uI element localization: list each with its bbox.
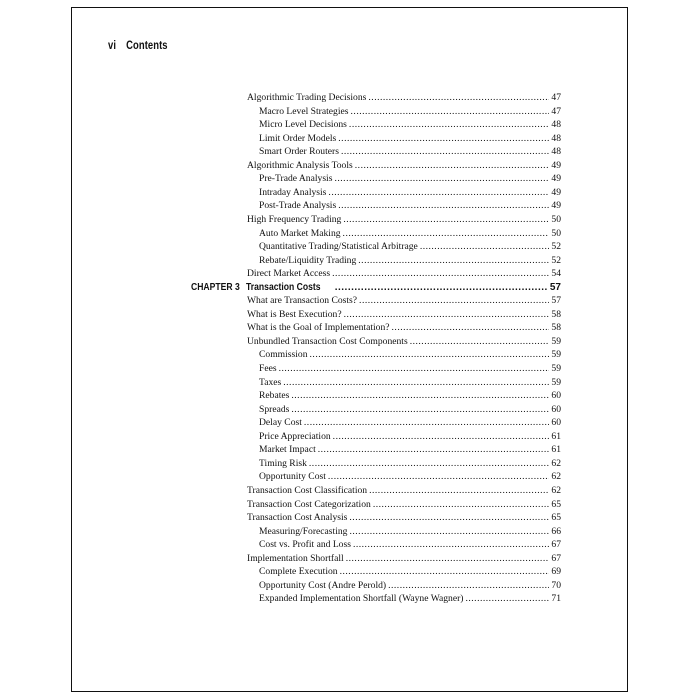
dot-leader: [465, 592, 549, 605]
toc-entry-page: 65: [551, 498, 561, 510]
dot-leader: [328, 186, 549, 199]
toc-subsection-entry[interactable]: [259, 186, 561, 199]
toc-entry-page: 61: [551, 444, 561, 456]
toc-subsection-entry[interactable]: [259, 430, 561, 443]
toc-subsection-entry[interactable]: [259, 389, 561, 402]
dot-leader: [420, 240, 549, 253]
toc-entry-title: Intraday Analysis: [259, 186, 327, 198]
toc-entry-title: Post-Trade Analysis: [259, 200, 337, 212]
toc-subsection-entry[interactable]: [259, 457, 561, 470]
toc-entry-page: 54: [551, 268, 561, 280]
toc-subsection-entry[interactable]: [259, 403, 561, 416]
toc-entry-title: Unbundled Transaction Cost Components: [247, 335, 408, 347]
dot-leader: [369, 484, 549, 497]
toc-entry-page: 62: [551, 471, 561, 483]
chapter-label: CHAPTER 3: [191, 281, 240, 293]
toc-section-entry[interactable]: [247, 321, 561, 334]
dot-leader: [353, 538, 549, 551]
toc-entry-title: Expanded Implementation Shortfall (Wayne Wagner): [259, 593, 464, 605]
toc-subsection-entry[interactable]: [259, 240, 561, 253]
toc-entry-page: 48: [551, 146, 561, 158]
dot-leader: [332, 267, 549, 280]
toc-entry-title: Rebate/Liquidity Trading: [259, 254, 357, 266]
toc-entry-page: 49: [551, 173, 561, 185]
toc-subsection-entry[interactable]: [259, 579, 561, 592]
toc-entry-page: 59: [551, 376, 561, 388]
dot-leader: [343, 227, 549, 240]
dot-leader: [291, 389, 549, 402]
dot-leader: [341, 145, 549, 158]
toc-entry-page: 69: [551, 566, 561, 578]
toc-section-entry[interactable]: [247, 484, 561, 497]
toc-subsection-entry[interactable]: [259, 132, 561, 145]
dot-leader: [343, 213, 549, 226]
toc-entry-title: Rebates: [259, 390, 290, 402]
toc-entry-title: Transaction Cost Analysis: [247, 512, 348, 524]
toc-subsection-entry[interactable]: [259, 565, 561, 578]
toc-entry-title: Commission: [259, 349, 308, 361]
toc-subsection-entry[interactable]: [259, 362, 561, 375]
toc-subsection-entry[interactable]: [259, 376, 561, 389]
toc-entry-title: Auto Market Making: [259, 227, 341, 239]
toc-entry-title: Algorithmic Analysis Tools: [247, 159, 353, 171]
toc-section-entry[interactable]: [247, 552, 561, 565]
dot-leader: [355, 159, 549, 172]
toc-section-entry[interactable]: [247, 335, 561, 348]
toc-entry-title: Micro Level Decisions: [259, 119, 347, 131]
toc-entry-page: 49: [551, 186, 561, 198]
toc-chapter-entry[interactable]: [246, 281, 561, 294]
toc-entry-page: 61: [551, 430, 561, 442]
toc-entry-title: Complete Execution: [259, 566, 338, 578]
dot-leader: [291, 403, 549, 416]
toc-subsection-entry[interactable]: [259, 105, 561, 118]
toc-subsection-entry[interactable]: [259, 592, 561, 605]
toc-entry-title: Algorithmic Trading Decisions: [247, 92, 367, 103]
toc-entry-page: 59: [551, 349, 561, 361]
dot-leader: [373, 498, 549, 511]
header-page-number: vi: [108, 40, 117, 52]
dot-leader: [410, 335, 549, 348]
toc-entry-title: Smart Order Routers: [259, 146, 339, 158]
dot-leader: [349, 511, 549, 524]
dot-leader: [349, 118, 549, 131]
toc-entry-title: Direct Market Access: [247, 268, 331, 280]
dot-leader: [346, 552, 549, 565]
toc-entry-page: 71: [551, 593, 561, 605]
toc-subsection-entry[interactable]: [259, 538, 561, 551]
dot-leader: [358, 254, 549, 267]
dot-leader: [335, 281, 548, 294]
toc-section-entry[interactable]: [247, 159, 561, 172]
toc-subsection-entry[interactable]: [259, 416, 561, 429]
toc-entry-page: 52: [551, 254, 561, 266]
dot-leader: [283, 376, 549, 389]
toc-section-entry[interactable]: [247, 308, 561, 321]
toc-subsection-entry[interactable]: [259, 443, 561, 456]
toc-entry-page: 60: [551, 390, 561, 402]
dot-leader: [328, 470, 549, 483]
toc-entry-page: 62: [551, 457, 561, 469]
toc-entry-page: 49: [551, 200, 561, 212]
toc-section-entry[interactable]: [247, 91, 561, 104]
toc-entry-title: Quantitative Trading/Statistical Arbitrage: [259, 241, 418, 253]
toc-section-entry[interactable]: [247, 213, 561, 226]
toc-entry-title: Transaction Cost Classification: [247, 484, 368, 496]
toc-entry-title: Implementation Shortfall: [247, 552, 344, 564]
toc-entry-title: Opportunity Cost (Andre Perold): [259, 579, 387, 591]
toc-entry-title: Transaction Costs: [246, 281, 321, 293]
toc-entry-title: What are Transaction Costs?: [247, 295, 358, 307]
dot-leader: [279, 362, 549, 375]
toc-entry-page: 47: [551, 92, 561, 103]
dot-leader: [338, 199, 549, 212]
dot-leader: [349, 525, 549, 538]
toc-entry-title: Taxes: [259, 376, 282, 388]
toc-entry-page: 62: [551, 484, 561, 496]
dot-leader: [333, 430, 549, 443]
toc-entry-title: What is Best Execution?: [247, 308, 342, 320]
toc-section-entry[interactable]: [247, 511, 561, 524]
toc-subsection-entry[interactable]: [259, 172, 561, 185]
toc-entry-page: 49: [551, 159, 561, 171]
toc-entry-title: Measuring/Forecasting: [259, 525, 348, 537]
toc-subsection-entry[interactable]: [259, 254, 561, 267]
dot-leader: [304, 416, 549, 429]
toc-section-entry[interactable]: [247, 294, 561, 307]
dot-leader: [344, 308, 549, 321]
toc-entry-title: Fees: [259, 363, 277, 374]
toc-entry-title: Macro Level Strategies: [259, 105, 349, 117]
toc-entry-page: 67: [551, 539, 561, 551]
toc-entry-page: 58: [551, 322, 561, 334]
toc-entry-page: 48: [551, 132, 561, 144]
dot-leader: [368, 91, 549, 104]
toc-subsection-entry[interactable]: [259, 145, 561, 158]
toc-entry-page: 57: [551, 295, 561, 307]
dot-leader: [351, 105, 549, 118]
toc-subsection-entry[interactable]: [259, 525, 561, 538]
toc-entry-page: 59: [551, 363, 561, 374]
toc-entry-page: 65: [551, 512, 561, 524]
toc-entry-page: 47: [551, 105, 561, 117]
toc-entry-page: 50: [551, 213, 561, 225]
toc-section-entry[interactable]: [247, 498, 561, 511]
dot-leader: [309, 457, 549, 470]
dot-leader: [310, 348, 549, 361]
toc-entry-title: High Frequency Trading: [247, 213, 342, 225]
toc-entry-title: Pre-Trade Analysis: [259, 173, 333, 185]
toc-section-entry[interactable]: [247, 267, 561, 280]
toc-entry-title: Market Impact: [259, 444, 316, 456]
toc-entry-page: 59: [551, 335, 561, 347]
toc-entry-page: 70: [551, 579, 561, 591]
toc-subsection-entry[interactable]: [259, 348, 561, 361]
toc-entry-page: 60: [551, 417, 561, 429]
toc-entry-page: 52: [551, 241, 561, 253]
toc-entry-page: 57: [549, 281, 561, 293]
dot-leader: [338, 132, 549, 145]
toc-subsection-entry[interactable]: [259, 118, 561, 131]
toc-subsection-entry[interactable]: [259, 227, 561, 240]
toc-entry-title: Spreads: [259, 403, 290, 415]
dot-leader: [388, 579, 549, 592]
toc-entry-title: Cost vs. Profit and Loss: [259, 539, 351, 551]
toc-entry-page: 58: [551, 308, 561, 320]
toc-subsection-entry[interactable]: [259, 470, 561, 483]
dot-leader: [318, 443, 549, 456]
dot-leader: [359, 294, 549, 307]
toc-entry-title: Limit Order Models: [259, 132, 337, 144]
toc-entry-page: 66: [551, 525, 561, 537]
toc-entry-title: Timing Risk: [259, 457, 307, 469]
toc-subsection-entry[interactable]: [259, 199, 561, 212]
toc-entry-title: What is the Goal of Implementation?: [247, 322, 390, 334]
header-title: Contents: [126, 40, 168, 52]
toc-entry-page: 48: [551, 119, 561, 131]
toc-entry-page: 60: [551, 403, 561, 415]
toc-entry-title: Opportunity Cost: [259, 471, 326, 483]
dot-leader: [392, 321, 549, 334]
dot-leader: [334, 172, 549, 185]
toc-entry-page: 50: [551, 227, 561, 239]
toc-entry-page: 67: [551, 552, 561, 564]
toc-entry-title: Delay Cost: [259, 417, 302, 429]
dot-leader: [340, 565, 549, 578]
toc-entry-title: Transaction Cost Categorization: [247, 498, 371, 510]
toc-entry-title: Price Appreciation: [259, 430, 331, 442]
